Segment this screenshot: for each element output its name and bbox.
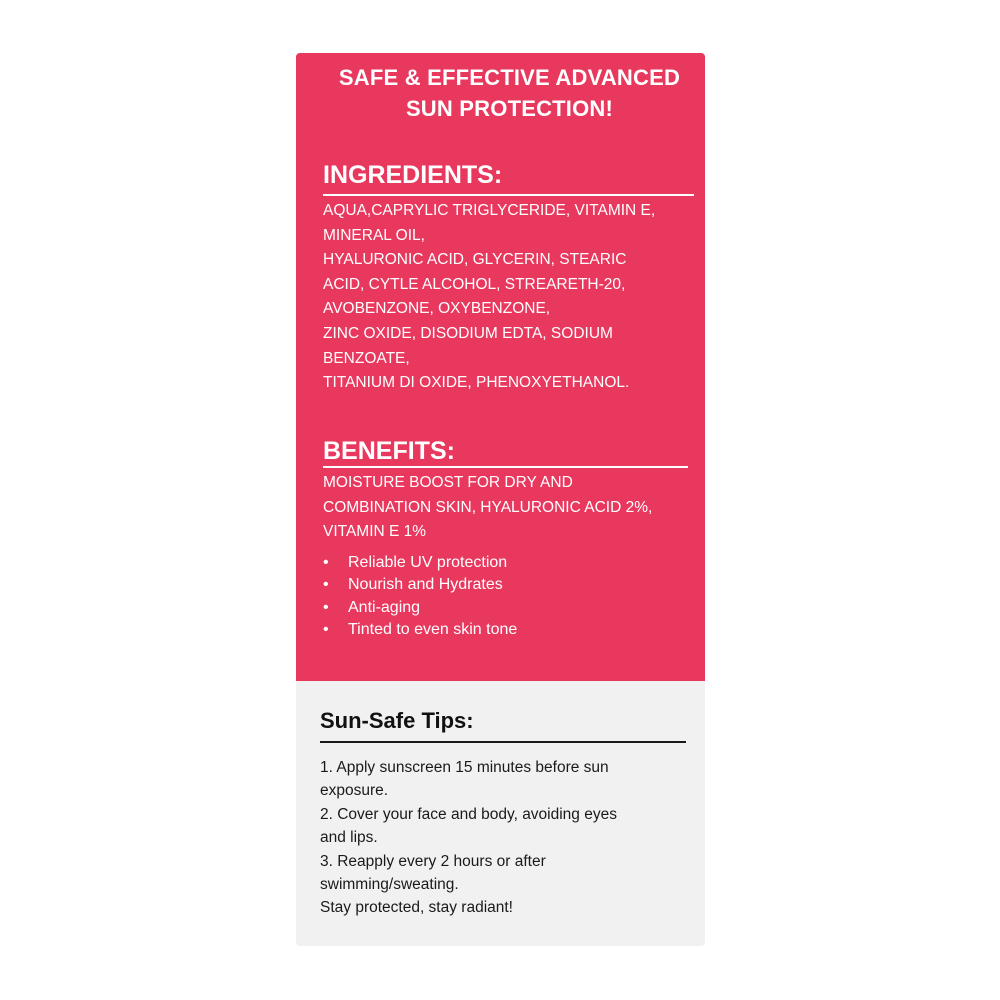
bullet-dot-icon: • xyxy=(323,598,329,616)
list-item xyxy=(323,574,683,596)
ingredients-list xyxy=(323,199,703,396)
ingredients-title: INGREDIENTS: xyxy=(323,161,503,189)
ingredients-line: AQUA,CAPRYLIC TRIGLYCERIDE, VITAMIN E, xyxy=(323,202,656,219)
benefits-title: BENEFITS: xyxy=(323,437,455,465)
list-item xyxy=(323,552,683,574)
bullet-dot-icon: • xyxy=(323,554,329,571)
benefits-line: MOISTURE BOOST FOR DRY AND xyxy=(323,474,573,491)
tips-divider xyxy=(320,741,686,743)
tips-line: Stay protected, stay radiant! xyxy=(320,899,513,917)
ingredients-line: ZINC OXIDE, DISODIUM EDTA, SODIUM xyxy=(323,324,613,342)
headline-line-2: SUN PROTECTION! xyxy=(405,96,614,121)
bullet-text: Reliable UV protection xyxy=(348,554,508,571)
benefits-line: COMBINATION SKIN, HYALURONIC ACID 2%, xyxy=(323,498,653,516)
tips-line: and lips. xyxy=(320,829,378,847)
tips-line: 2. Cover your face and body, avoiding eyes xyxy=(320,805,617,823)
ingredients-section xyxy=(296,53,705,681)
tips-title: Sun-Safe Tips: xyxy=(320,708,474,733)
tips-line: 3. Reapply every 2 hours or after xyxy=(320,852,546,870)
benefits-bullet-list xyxy=(323,552,683,641)
benefits-line: VITAMIN E 1% xyxy=(323,523,427,541)
bullet-text: Tinted to even skin tone xyxy=(348,620,518,638)
bullet-text: Anti-aging xyxy=(348,598,421,616)
ingredients-line: ACID, CYTLE ALCOHOL, STREARETH-20, xyxy=(323,275,626,293)
tips-line: exposure. xyxy=(320,782,389,800)
bullet-dot-icon: • xyxy=(323,576,329,594)
list-item xyxy=(323,619,683,641)
list-item xyxy=(323,597,683,619)
ingredients-divider xyxy=(323,194,694,196)
product-label-panel xyxy=(296,53,705,946)
ingredients-line: BENZOATE, xyxy=(323,349,410,367)
ingredients-line: HYALURONIC ACID, GLYCERIN, STEARIC xyxy=(323,251,627,269)
ingredients-line: MINERAL OIL, xyxy=(323,226,425,244)
tips-line: swimming/sweating. xyxy=(320,876,459,894)
tips-line: 1. Apply sunscreen 15 minutes before sun xyxy=(320,759,609,776)
bullet-text: Nourish and Hydrates xyxy=(348,576,503,594)
tips-list xyxy=(320,756,690,920)
bullet-dot-icon: • xyxy=(323,620,329,638)
headline-line-1: SAFE & EFFECTIVE ADVANCED xyxy=(338,65,681,90)
headline xyxy=(296,62,705,124)
benefits-divider xyxy=(323,466,688,468)
ingredients-line: AVOBENZONE, OXYBENZONE, xyxy=(323,300,551,318)
benefits-text xyxy=(323,471,703,545)
ingredients-line: TITANIUM DI OXIDE, PHENOXYETHANOL. xyxy=(323,374,630,392)
